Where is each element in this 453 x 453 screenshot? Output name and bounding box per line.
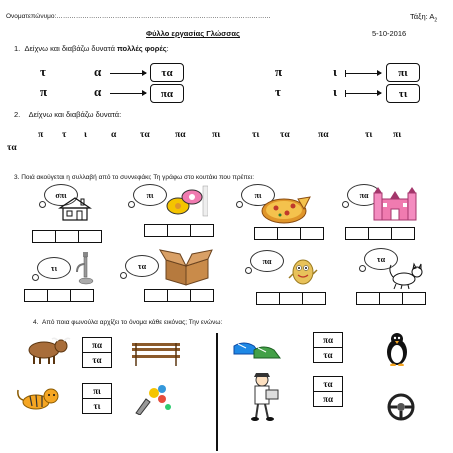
answer-cell[interactable] <box>345 227 369 240</box>
pair-top[interactable]: πι <box>83 384 111 399</box>
ex2-s12: πι <box>393 130 402 140</box>
ex1-right-r2-c2: ι <box>333 84 338 99</box>
shoes-icon <box>232 336 282 367</box>
steering-wheel-icon <box>386 392 416 427</box>
ex1-instr: Δείχνω και διαβάζω δυνατά <box>24 44 115 53</box>
ex2-number: 2. <box>14 110 21 119</box>
pair-top[interactable]: πα <box>83 338 111 353</box>
arrow-icon <box>110 73 146 74</box>
ex3-cloud-4: πα <box>347 184 381 206</box>
penguin-icon <box>384 332 410 371</box>
ex1-left-r1-box: τα <box>150 63 184 82</box>
class-sub: 2 <box>434 17 438 24</box>
pair-bottom[interactable]: πα <box>323 394 333 404</box>
ex3-answer-3[interactable] <box>254 227 323 240</box>
answer-cell[interactable] <box>302 292 326 305</box>
answer-cell[interactable] <box>70 289 94 302</box>
faucet-icon <box>75 252 97 291</box>
ex4-instr: Από ποια φωνούλα αρχίζει το όνομα κάθε εικόνας; Την ενώνω: <box>42 319 223 326</box>
answer-cell[interactable] <box>256 292 280 305</box>
ex3-answer-8[interactable] <box>356 292 425 305</box>
ex2-instruction <box>14 110 121 119</box>
date: 5-10-2016 <box>372 29 407 38</box>
ex1-instr-end: : <box>166 44 169 53</box>
ex2-s5: τα <box>140 130 150 140</box>
ex2-s1: π <box>38 130 44 140</box>
ex4-instruction <box>33 319 222 326</box>
answer-cell[interactable] <box>47 289 71 302</box>
ex1-number: 1. <box>14 44 21 53</box>
answer-cell[interactable] <box>144 289 168 302</box>
pair-top[interactable]: τα <box>314 377 342 392</box>
pair-bottom[interactable]: τι <box>93 401 101 411</box>
ex3-cloud-1: σπι <box>44 184 78 206</box>
postman-icon <box>244 372 288 427</box>
ex3-cloud-6: τα <box>125 255 159 277</box>
ex1-instruction <box>14 44 169 53</box>
ex3-answer-7[interactable] <box>256 292 325 305</box>
bench-icon <box>130 341 182 372</box>
answer-cell[interactable] <box>379 292 403 305</box>
ex2-s8: τι <box>252 130 260 140</box>
ex1-right-r2-c1: τ <box>275 84 281 99</box>
ex2-s6: πα <box>175 130 186 140</box>
ex1-left-r2-c1: π <box>40 84 48 99</box>
pacifier-icon <box>162 184 208 223</box>
ex3-answer-6[interactable] <box>144 289 213 302</box>
ex3-cloud-7: πα <box>250 250 284 272</box>
pair-bottom[interactable]: τα <box>92 355 102 365</box>
ex3-cloud-3: πι <box>241 184 275 206</box>
ex1-right-r1-c2: ι <box>333 64 338 79</box>
pair-top[interactable]: πα <box>314 333 342 348</box>
ex2-s3: ι <box>84 130 87 140</box>
answer-cell[interactable] <box>279 292 303 305</box>
arrow-icon <box>345 73 381 74</box>
ex1-instr-bold: πολλές φορές <box>116 44 167 53</box>
ex2-instr: Δείχνω και διαβάζω δυνατά: <box>28 110 122 119</box>
page-title: Φύλλο εργασίας Γλώσσας <box>146 29 240 38</box>
ex2-s10: πα <box>318 130 329 140</box>
ex2-s4: α <box>111 130 117 140</box>
answer-cell[interactable] <box>277 227 301 240</box>
ex3-cloud-5: τι <box>37 257 71 279</box>
answer-cell[interactable] <box>356 292 380 305</box>
ex4-number: 4. <box>33 319 39 326</box>
ex4-pair-1 <box>82 337 112 368</box>
castle-icon <box>372 187 418 226</box>
name-label: Ονοματεπώνυμο:……………………………………………………………………………………… <box>6 13 271 20</box>
ex2-s7: πι <box>212 130 221 140</box>
tiger-icon <box>16 384 62 419</box>
arrow-icon <box>110 93 146 94</box>
ex2-s2: τ <box>62 130 67 140</box>
answer-cell[interactable] <box>55 230 79 243</box>
ex1-left-r2-c2: α <box>94 84 102 99</box>
arrow-icon <box>345 93 381 94</box>
house-icon <box>58 197 92 226</box>
ex2-s11: τι <box>365 130 373 140</box>
ex3-cloud-2: πι <box>133 184 167 206</box>
answer-cell[interactable] <box>300 227 324 240</box>
answer-cell[interactable] <box>190 224 214 237</box>
ex3-answer-2[interactable] <box>144 224 213 237</box>
ex1-right-r1-box: πι <box>386 63 420 82</box>
ex2-s9: τα <box>280 130 290 140</box>
ex3-instruction <box>14 174 254 181</box>
answer-cell[interactable] <box>78 230 102 243</box>
ex1-left-r2-box: πα <box>150 84 184 103</box>
ex3-cloud-8: τα <box>364 248 398 270</box>
ex2-line2: τα <box>7 143 17 153</box>
answer-cell[interactable] <box>254 227 278 240</box>
class-text: Τάξη: Α <box>410 12 435 21</box>
class-label <box>410 12 437 24</box>
ex4-pair-3 <box>313 332 343 363</box>
pizza-icon <box>260 193 312 230</box>
ex1-right-r2-box: τι <box>386 84 420 103</box>
potato-icon <box>288 258 318 293</box>
ex3-number: 3. <box>14 174 20 181</box>
answer-cell[interactable] <box>190 289 214 302</box>
answer-cell[interactable] <box>402 292 426 305</box>
answer-cell[interactable] <box>32 230 56 243</box>
ex3-answer-1[interactable] <box>32 230 101 243</box>
ex1-left-r1-c2: α <box>94 64 102 79</box>
paint-icon <box>132 383 172 420</box>
answer-cell[interactable] <box>391 227 415 240</box>
ex3-answer-5[interactable] <box>24 289 93 302</box>
ox-icon <box>22 336 72 371</box>
ex4-pair-4 <box>313 376 343 407</box>
answer-cell[interactable] <box>368 227 392 240</box>
answer-cell[interactable] <box>144 224 168 237</box>
pair-bottom[interactable]: τα <box>323 350 333 360</box>
vertical-divider <box>216 333 218 451</box>
answer-cell[interactable] <box>167 289 191 302</box>
box-icon <box>158 246 214 291</box>
ex4-pair-2 <box>82 383 112 414</box>
answer-cell[interactable] <box>24 289 48 302</box>
answer-cell[interactable] <box>167 224 191 237</box>
ex1-left-r1-c1: τ <box>40 64 46 79</box>
ex1-right-r1-c1: π <box>275 64 283 79</box>
cat-icon <box>388 262 424 295</box>
ex3-answer-4[interactable] <box>345 227 414 240</box>
ex3-instr: Ποιά ακούγεται η συλλαβή από το συννεφάκι; Τη γράφω στο κουτάκι που πρέπει: <box>21 174 255 181</box>
